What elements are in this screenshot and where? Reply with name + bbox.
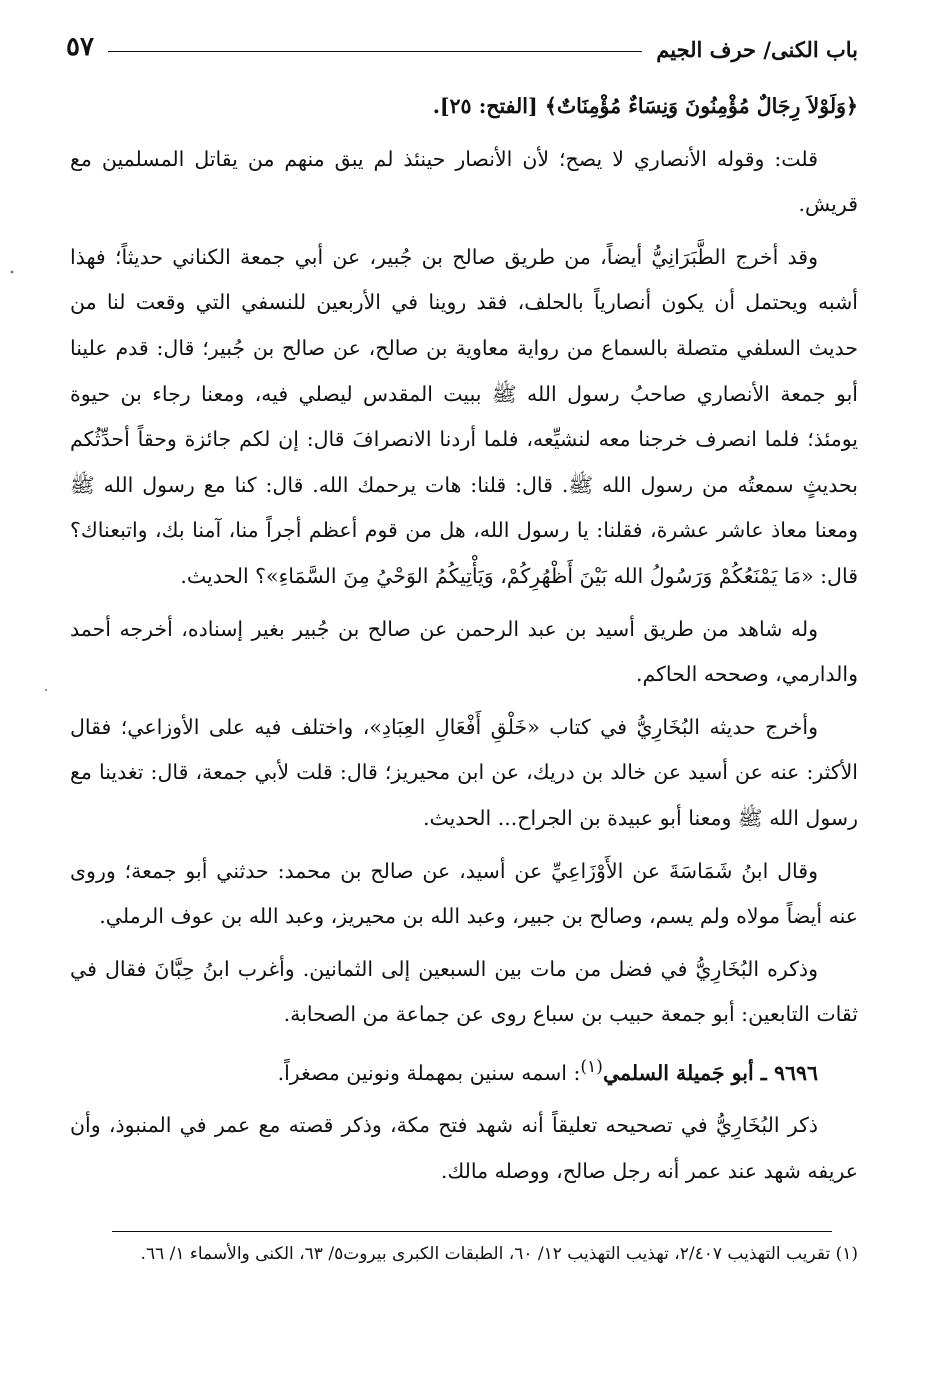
paragraph: وقال ابنُ شَمَاسَةَ عن الأَوْزَاعِيِّ عن أسيد، عن صالح بن محمد: حدثني أبو جمعة؛ وروى عنه أيضاً مولاه ولم يسم، وصالح بن جبير، وعبد الله بن محيريز، وعبد الله بن عوف الرملي. bbox=[70, 858, 858, 929]
paragraph: قلت: وقوله الأنصاري لا يصح؛ لأن الأنصار حينئذ لم يبق منهم من يقاتل المسلمين مع قريش. bbox=[70, 146, 858, 217]
paragraph: وقد أخرج الطَّبَرَانِيُّ أيضاً، من طريق صالح بن جُبير، عن أبي جمعة الكناني حديثاً؛ فهذا أشبه ويحتمل أن يكون أنصارياً بالحلف، فقد روينا في الأربعين للنسفي التي وقعت لنا من حديث السلفي متصلة بالسماع من رواية معاوية بن صالح، عن صالح بن جُبير؛ قال: قدم علينا أبو جمعة الأنصاري صاحبُ رسول الله ﷺ ببيت المقدس ليصلي فيه، ومعنا رجاء بن حيوة يومئذ؛ فلما انصرف خرجنا معه لنشيِّعه، فلما أردنا الانصرافَ قال: إن لكم جائزة وحقاً أحدِّثُكم بحديثٍ سمعتُه من رسول الله ﷺ. قال: قلنا: هات يرحمك الله. قال: كنا مع رسول الله ﷺ ومعنا معاذ عاشر عشرة، فقلنا: يا رسول الله، هل من قوم أعظم أجراً منا، آمنا بك، واتبعناك؟ قال: «مَا يَمْنَعُكُمْ وَرَسُولُ الله بَيْنَ أَظْهُرِكُمْ، وَيَأْتِيكُمُ الوَحْيُ مِنَ السَّمَاءِ»؟ الحديث. bbox=[70, 244, 858, 588]
paragraph: وله شاهد من طريق أسيد بن عبد الرحمن عن صالح بن جُبير بغير إسناده، أخرجه أحمد والدارمي، وصححه الحاكم. bbox=[70, 616, 858, 687]
paragraph: وأخرج حديثه البُخَارِيُّ في كتاب «خَلْقِ أَفْعَالِ العِبَادِ»، واختلف فيه على الأوزاعي؛ فقال الأكثر: عنه عن أسيد عن خالد بن دريك، عن ابن محيريز؛ قال: قلت لأبي جمعة، قال: تغدينا مع رسول الله ﷺ ومعنا أبو عبيدة بن الجراح... الحديث. bbox=[70, 714, 858, 830]
footnote-reference: (١) bbox=[580, 1056, 603, 1077]
scan-speck bbox=[11, 271, 14, 274]
quran-verse: ﴿وَلَوْلاَ رِجَالٌ مُؤْمِنُونَ وَنِسَاءٌ مُؤْمِنَاتٌ﴾ [الفتح: ٢٥]. bbox=[432, 94, 858, 118]
paragraph: وذكره البُخَارِيُّ في فضل من مات بين السبعين إلى الثمانين. وأغرب ابنُ حِبَّانَ فقال في ثقات التابعين: أبو جمعة حبيب بن سباع روى عن جماعة من الصحابة. bbox=[70, 956, 858, 1027]
entry-heading: ٩٦٩٦ ـ أبو جَميلة السلمي bbox=[602, 1060, 818, 1085]
page-number: ٥٧ bbox=[66, 32, 94, 62]
chapter-title: باب الكنى/ حرف الجيم bbox=[656, 37, 858, 62]
footnote: (١) تقريب التهذيب ٢/٤٠٧، تهذيب التهذيب ١٢/ ٦٠، الطبقات الكبرى بيروت٥/ ٦٣، الكنى والأسماء ١/ ٦٦. bbox=[140, 1244, 858, 1264]
scan-speck bbox=[45, 689, 47, 691]
paragraph: ذكر البُخَارِيُّ في تصحيحه تعليقاً أنه شهد فتح مكة، وذكر قصته مع عمر في المنبوذ، وأن عريفه شهد عند عمر أنه رجل صالح، ووصله مالك. bbox=[70, 1113, 858, 1183]
entry-text: : اسمه سنين بمهملة ونونين مصغراً. bbox=[277, 1060, 581, 1085]
